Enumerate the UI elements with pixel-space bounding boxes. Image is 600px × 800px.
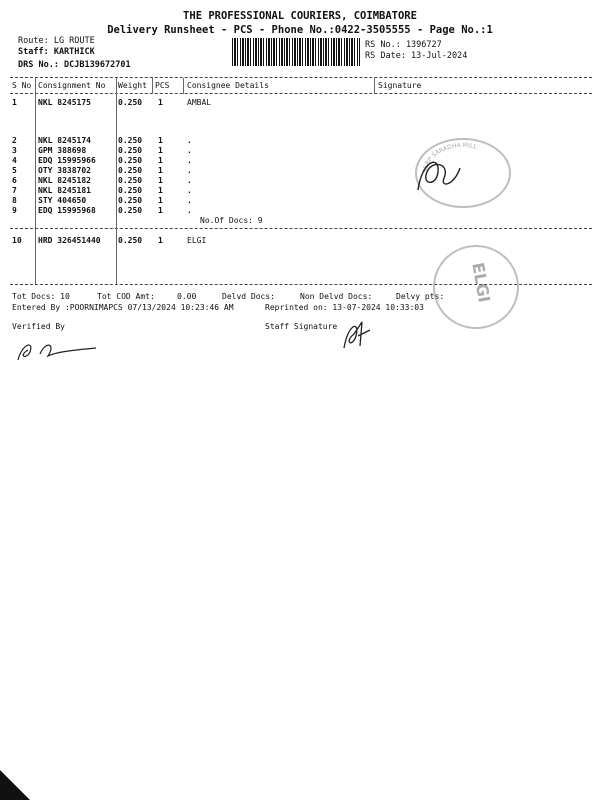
row-pcs: 1 (158, 98, 163, 107)
row-sno: 8 (12, 196, 17, 205)
row-weight: 0.250 (118, 146, 143, 155)
row-sno: 5 (12, 166, 17, 175)
row-sno: 9 (12, 206, 17, 215)
table-row (0, 206, 600, 216)
barcode-image (232, 38, 360, 66)
row-sno: 3 (12, 146, 17, 155)
row-sno: 7 (12, 186, 17, 195)
table-row (0, 146, 600, 156)
divider (10, 93, 592, 94)
verified-by: Verified By (12, 322, 65, 331)
row-weight: 0.250 (118, 176, 143, 185)
route-label: Route: LG ROUTE (18, 36, 95, 46)
corner-mark (0, 770, 30, 800)
row-consignment: STY 404650 (38, 196, 87, 205)
table-row (0, 236, 600, 246)
row-sno: 4 (12, 156, 17, 165)
row-detail: . (187, 176, 192, 185)
row-sno: 2 (12, 136, 17, 145)
row-pcs: 1 (158, 166, 163, 175)
table-row (0, 186, 600, 196)
divider (10, 77, 592, 78)
row-detail: . (187, 186, 192, 195)
row-pcs: 1 (158, 236, 163, 245)
row-pcs: 1 (158, 196, 163, 205)
row-consignment: NKL 8245182 (38, 176, 91, 185)
row-consignment: NKL 8245181 (38, 186, 91, 195)
column-separator (152, 78, 153, 94)
row-sno: 10 (12, 236, 22, 245)
row-detail: . (187, 146, 192, 155)
stamp-text: SERP SARADHA MILL (421, 141, 478, 174)
row-sno: 1 (12, 98, 17, 107)
non-delvd-docs: Non Delvd Docs: (300, 292, 373, 301)
row-weight: 0.250 (118, 206, 143, 215)
row-weight: 0.250 (118, 186, 143, 195)
consignee-name: ELGI (187, 236, 207, 245)
col-consignment: Consignment No (38, 81, 106, 90)
reprinted-on: Reprinted on: 13-07-2024 10:33:03 (265, 303, 424, 312)
runsheet-subtitle: Delivery Runsheet - PCS - Phone No.:0422-3505555 - Page No.:1 (107, 24, 493, 36)
row-detail: . (187, 206, 192, 215)
row-pcs: 1 (158, 176, 163, 185)
table-row (0, 156, 600, 166)
company-name: THE PROFESSIONAL COURIERS, COIMBATORE (183, 10, 417, 22)
row-consignment: HRD 326451440 (38, 236, 101, 245)
row-detail: . (187, 196, 192, 205)
tot-docs: Tot Docs: 10 (12, 292, 70, 301)
row-consignment: GPM 388698 (38, 146, 87, 155)
table-row (0, 196, 600, 206)
row-pcs: 1 (158, 146, 163, 155)
tot-cod-value: 0.00 (177, 292, 197, 301)
table-row (0, 136, 600, 146)
row-detail: . (187, 166, 192, 175)
tot-cod-label: Tot COD Amt: (97, 292, 155, 301)
consignee-signature (410, 150, 470, 200)
column-separator (183, 78, 184, 94)
column-separator (374, 78, 375, 94)
rs-number: RS No.: 1396727 (365, 40, 442, 50)
rs-date: RS Date: 13-Jul-2024 (365, 51, 468, 61)
col-weight: Weight (118, 81, 147, 90)
row-pcs: 1 (158, 206, 163, 215)
staff-label: Staff: KARTHICK (18, 47, 95, 57)
row-consignment: NKL 8245175 (38, 98, 91, 107)
col-pcs: PCS (155, 81, 170, 90)
divider (10, 228, 592, 229)
row-weight: 0.250 (118, 236, 143, 245)
row-weight: 0.250 (118, 136, 143, 145)
verifier-signature (12, 330, 102, 366)
consignee-name: AMBAL (187, 98, 212, 107)
row-detail: . (187, 136, 192, 145)
col-signature: Signature (378, 81, 422, 90)
row-weight: 0.250 (118, 156, 143, 165)
staff-signature (340, 316, 374, 352)
row-weight: 0.250 (118, 166, 143, 175)
row-pcs: 1 (158, 156, 163, 165)
no-of-docs: No.Of Docs: 9 (200, 216, 263, 225)
row-weight: 0.250 (118, 98, 143, 107)
row-detail: . (187, 156, 192, 165)
row-consignment: NKL 8245174 (38, 136, 91, 145)
staff-signature-label: Staff Signature (265, 322, 338, 331)
row-consignment: EDQ 15995968 (38, 206, 96, 215)
row-consignment: EDQ 15995966 (38, 156, 96, 165)
row-sno: 6 (12, 176, 17, 185)
col-consignee: Consignee Details (187, 81, 269, 90)
row-pcs: 1 (158, 186, 163, 195)
delvd-docs: Delvd Docs: (222, 292, 275, 301)
row-pcs: 1 (158, 136, 163, 145)
stamp-logo-text: ELGI (468, 261, 494, 304)
row-weight: 0.250 (118, 196, 143, 205)
entered-by: Entered By :POORNIMAPCS 07/13/2024 10:23:46 AM (12, 303, 234, 312)
drs-number: DRS No.: DCJB139672701 (18, 60, 131, 70)
col-sno: S No (12, 81, 32, 90)
row-consignment: OTY 3838702 (38, 166, 91, 175)
elgi-stamp (433, 245, 519, 329)
delvy-pts: Delvy pts: (396, 292, 445, 301)
table-row (0, 98, 600, 108)
